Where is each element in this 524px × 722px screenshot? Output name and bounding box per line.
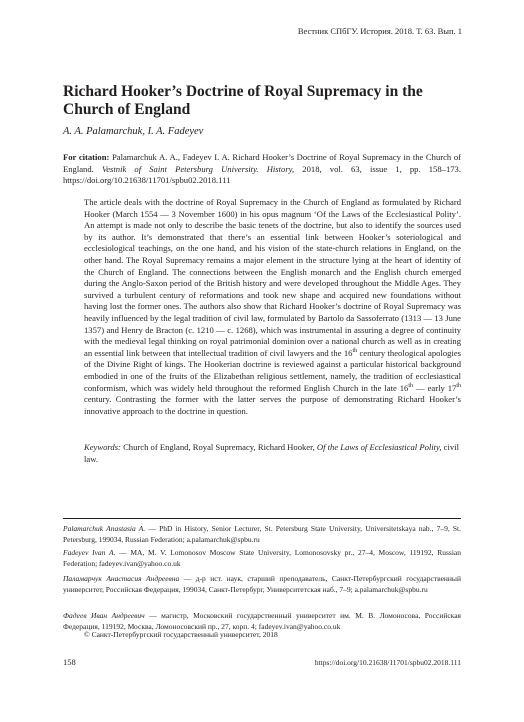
author-note-3 xyxy=(63,573,461,595)
keywords-text: Church of England, Royal Supremacy, Richard Hooker, xyxy=(120,442,317,452)
article-title: Richard Hooker’s Doctrine of Royal Supremacy in the Church of England xyxy=(63,83,423,118)
author-note-text: — д-р ист. наук, старший преподаватель, Санкт-Петербургский государственный университет, Российская Федерация, 199034, Санкт-Петербург, Университетская наб., 7–9; a.palamarchuk@spbu.ru xyxy=(63,574,461,594)
abstract-text-1: The article deals with the doctrine of Royal Supremacy in the Church of England as formulated by Richard Hooker (March 1554 — 3 November 1600) in his opus magnum ‘Of the Laws of the Ecclesiastical Polity’. An attempt is made not only to describe the basic tenets of the doctrine, but also to identify the sources used by its author. It’s demonstrated that there’s an essential link between Hooker’s soteriological and ecclesiological teachings, on the one hand, and his vision of the state-church relations in England, on the other hand. The Royal Supremacy remains a major element in the structure lying at the heart of identity of the Church of England. The connections between the English monarch and the English church emerged during the Anglo-Saxon period of the British history and were developed throughout the Middle Ages. They survived a turbulent century of reformations and took new shape and acquired new foundations without having lost the former ones. The authors also show that Richard Hooker’s doctrine of Royal Supremacy was heavily influenced by the legal tradition of civil law, formulated by Bartolo da Sassoferrato (1313 — 13 June 1357) and Henry de Bracton (c. 1210 — c. 1268), which was instrumental in assuring a degree of continuity with the medieval legal thinking on royal patrimonial dominion over a national church as well as in creating an essential link between that intellectual tradition of civil lawyers and the 16 xyxy=(84,197,461,358)
footnote-separator xyxy=(63,518,461,519)
author-note-1 xyxy=(63,523,461,545)
author-note-4 xyxy=(63,610,461,632)
page-number: 158 xyxy=(63,657,76,667)
abstract-sup-2: th xyxy=(408,382,414,389)
copyright-notice: © Санкт-Петербургский государственный университет, 2018 xyxy=(84,630,278,639)
footer-doi-link[interactable]: https://doi.org/10.21638/11701/spbu02.2018.111 xyxy=(314,658,461,667)
article-authors: A. A. Palamarchuk, I. A. Fadeyev xyxy=(63,126,204,137)
citation-label: For citation: xyxy=(63,152,110,162)
abstract-sup-3: th xyxy=(456,382,461,389)
author-note-name: Fadeyev Ivan A. xyxy=(63,548,116,557)
citation-block xyxy=(63,152,461,187)
author-note-name: Фадеев Иван Андреевич xyxy=(63,611,145,620)
keywords-italic: Of the Laws of Ecclesiastical Polity, xyxy=(316,442,442,452)
keywords xyxy=(84,442,461,465)
keywords-label: Keywords: xyxy=(84,442,121,452)
author-note-text: — PhD in History, Senior Lecturer, St. Petersburg State University, Universitetskaya nab., 7–9, St. Petersburg, 199034, Russian Federation; a.palamarchuk@spbu.ru xyxy=(63,524,461,544)
author-note-2 xyxy=(63,547,461,569)
author-note-text: — магистр, Московский государственный университет им. М. В. Ломоносова, Российская Федерация, 119192, Москва, Ломоносовский пр., 27, корп. 4; fadeyev.ivan@yahoo.co.uk xyxy=(63,611,461,631)
citation-text-before: Palamarchuk A. A., Fadeyev I. A. Richard Hooker’s Doctrine of Royal Supremacy in the Church of England. xyxy=(63,152,461,174)
keywords-end: civil law. xyxy=(84,442,459,464)
abstract-sup-1: th xyxy=(352,347,358,354)
citation-journal: Vestnik of Saint Petersburg University. History, xyxy=(101,163,295,174)
running-header: Вестник СПбГУ. История. 2018. Т. 63. Вып. 1 xyxy=(297,26,462,36)
abstract xyxy=(84,197,461,417)
author-note-name: Palamarchuk Anastasia A. xyxy=(63,524,146,533)
citation-text-after: 2018, vol. 63, issue 1, pp. 158–173. https://doi.org/10.21638/11701/spbu02.2018.111 xyxy=(63,163,461,185)
abstract-text-3: — early 17 xyxy=(413,382,457,393)
author-note-text: — MA, M. V. Lomonosov Moscow State University, Lomonosovsky pr., 27–4, Moscow, 119192, Russian Federation; fadeyev.ivan@yahoo.co.uk xyxy=(63,548,461,568)
abstract-text-2: century theological apologies of the Divine Right of kings. The Hookerian doctrine is reviewed against a particular historical background embodied in one of the fruits of the Elizabethan religious settlement, namely, the tradition of ecclesiastical conformism, which was widely held throughout the reformed English Church in the late 16 xyxy=(84,347,461,393)
abstract-text-4: century. Contrasting the former with the latter serves the purpose of demonstrating Richard Hooker’s innovative approach to the doctrine in question. xyxy=(84,394,461,416)
author-note-name: Паламарчук Анастасия Андреевна xyxy=(63,574,180,583)
